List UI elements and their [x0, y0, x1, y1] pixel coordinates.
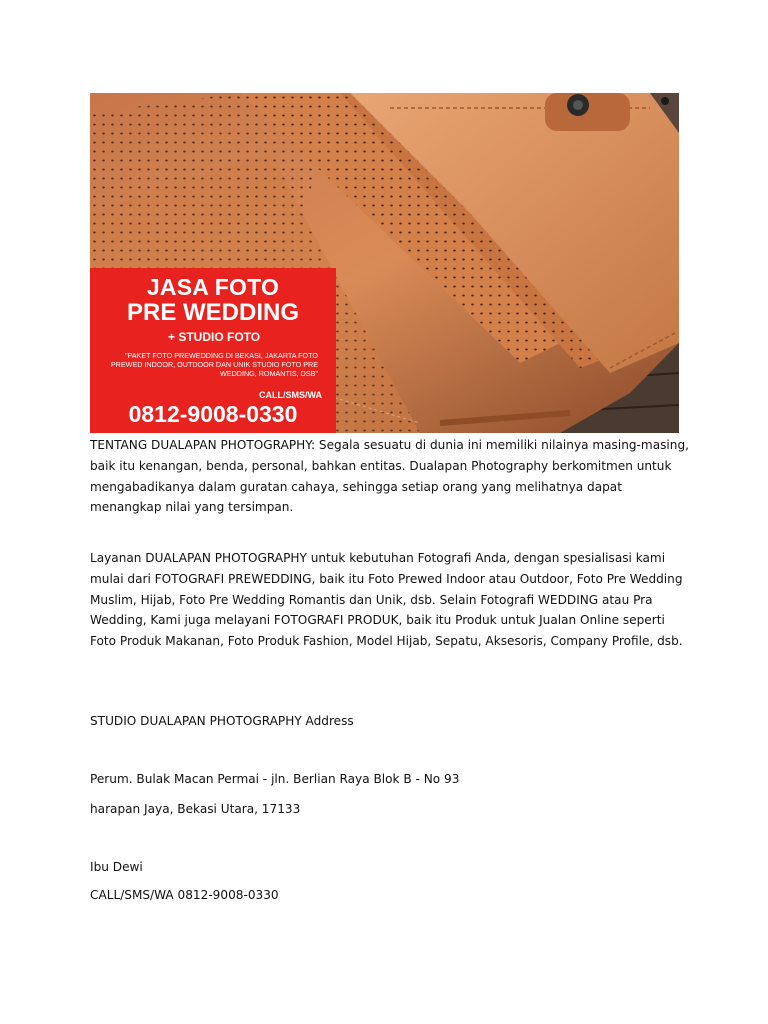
hero-image — [90, 93, 679, 433]
services-paragraph: Layanan DUALAPAN PHOTOGRAPHY untuk kebutuhan Fotografi Anda, dengan spesialisasi kami mulai dari FOTOGRAFI PREWEDDING, baik itu Foto Prewed Indoor atau Outdoor, Foto Pre Wedding Muslim, Hijab, Foto Pre Wedding Romantis dan Unik, dsb. Selain Fotografi WEDDING atau Pra Wedding, Kami juga melayani FOTOGRAFI PRODUK, baik itu Produk untuk Jualan Online seperti Foto Produk Makanan, Foto Produk Fashion, Model Hijab, Sepatu, Aksesoris, Company Profile, dsb. — [90, 551, 683, 649]
promo-description: "PAKET FOTO PREWEDDING DI BEKASI, JAKARTA FOTO PREWED INDOOR, OUTDOOR DAN UNIK STUDIO FOTO PRE WEDDING, ROMANTIS, DSB" — [110, 351, 318, 378]
promo-title-line1: JASA FOTO — [146, 274, 280, 300]
promo-banner — [90, 268, 336, 433]
address-line-1: Perum. Bulak Macan Permai - jln. Berlian Raya Blok B - No 93 — [90, 772, 460, 786]
promo-phone: 0812-9008-0330 — [128, 401, 298, 427]
contact-phone: CALL/SMS/WA 0812-9008-0330 — [90, 888, 279, 902]
address-heading: STUDIO DUALAPAN PHOTOGRAPHY Address — [90, 714, 354, 728]
contact-name: Ibu Dewi — [90, 860, 143, 874]
promo-subtitle: + STUDIO FOTO — [168, 330, 261, 344]
promo-title-line2: PRE WEDDING — [126, 299, 299, 326]
promo-cta: CALL/SMS/WA — [259, 390, 322, 400]
about-paragraph: TENTANG DUALAPAN PHOTOGRAPHY: Segala sesuatu di dunia ini memiliki nilainya masing-masing, baik itu kenangan, benda, personal, bahkan entitas. Dualapan Photography berkomitmen untuk mengabadikanya dalam guratan cahaya, sehingga setiap orang yang melihatnya dapat menangkap nilai yang tersimpan. — [90, 438, 689, 515]
address-line-2: harapan Jaya, Bekasi Utara, 17133 — [90, 802, 301, 816]
